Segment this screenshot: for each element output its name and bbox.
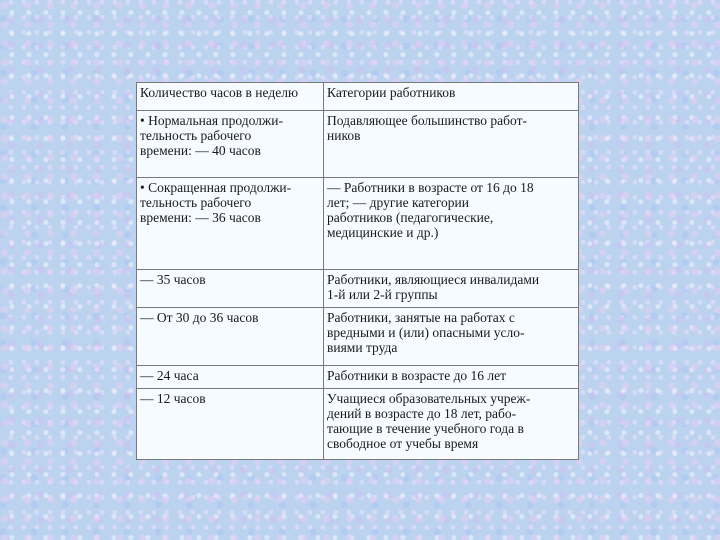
hours-cell: • Нормальная продолжи- тельность рабочего времени: — 40 часов bbox=[137, 111, 324, 178]
hours-cell: — 12 часов bbox=[137, 389, 324, 460]
category-cell: Учащиеся образовательных учреж- дений в возрасте до 18 лет, рабо- тающие в течение учебного года в свободное от учебы время bbox=[324, 389, 579, 460]
table-row bbox=[137, 270, 579, 308]
header-hours-per-week: Количество часов в неделю bbox=[137, 83, 324, 111]
working-hours-table bbox=[136, 82, 579, 460]
category-cell: — Работники в возрасте от 16 до 18 лет; — другие категории работников (педагогические, медицинские и др.) bbox=[324, 178, 579, 270]
category-cell: Работники, являющиеся инвалидами 1-й или 2-й группы bbox=[324, 270, 579, 308]
slide-table-container bbox=[136, 82, 578, 460]
table-row bbox=[137, 389, 579, 460]
category-cell: Работники, занятые на работах с вредными и (или) опасными усло- виями труда bbox=[324, 308, 579, 366]
category-cell: Работники в возрасте до 16 лет bbox=[324, 366, 579, 389]
table-row bbox=[137, 178, 579, 270]
hours-cell: — 35 часов bbox=[137, 270, 324, 308]
hours-cell: — 24 часа bbox=[137, 366, 324, 389]
table-row bbox=[137, 308, 579, 366]
hours-cell: — От 30 до 36 часов bbox=[137, 308, 324, 366]
hours-cell: • Сокращенная продолжи- тельность рабочего времени: — 36 часов bbox=[137, 178, 324, 270]
header-worker-categories: Категории работников bbox=[324, 83, 579, 111]
category-cell: Подавляющее большинство работ- ников bbox=[324, 111, 579, 178]
table-header-row bbox=[137, 83, 579, 111]
table-row bbox=[137, 111, 579, 178]
table-row bbox=[137, 366, 579, 389]
